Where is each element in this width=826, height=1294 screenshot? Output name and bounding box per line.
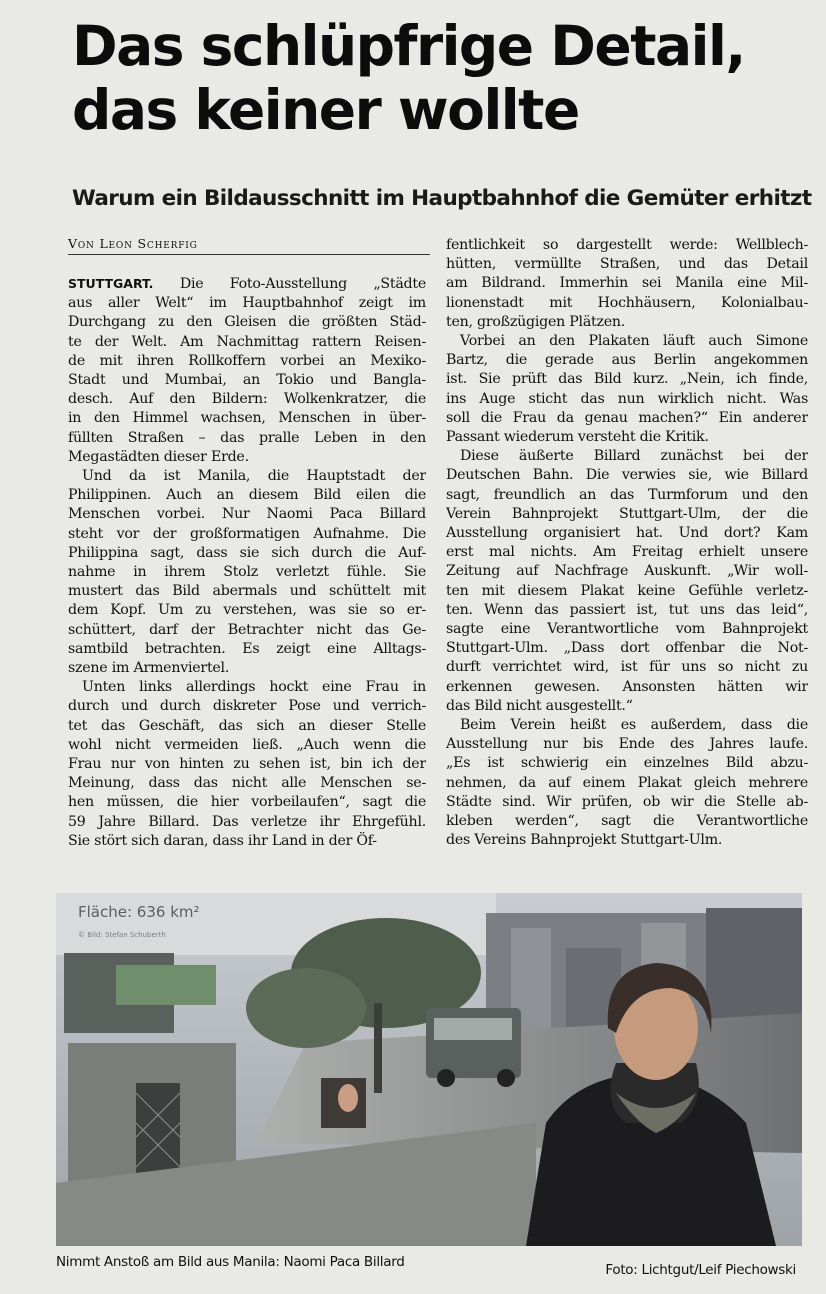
- text-line: schüttert, darf der Betrachter nicht das Ge-: [68, 621, 426, 638]
- text-line: de mit ihren Rollkoffern vorbei an Mexiko-: [68, 352, 426, 369]
- text-line: „Es ist schwierig ein einzelnes Bild abzu-: [446, 755, 808, 772]
- text-line: Meinung, dass das nicht alle Menschen se-: [68, 775, 426, 792]
- text-line: Durchgang zu den Gleisen die größten Städ-: [68, 314, 426, 331]
- text-line: ten mit diesem Plakat keine Gefühle verletz-: [446, 582, 808, 599]
- text-line: Diese äußerte Billard zunächst bei der: [460, 448, 808, 465]
- subheadline: Warum ein Bildausschnitt im Hauptbahnhof die Gemüter erhitzt: [72, 186, 812, 211]
- text-line: ist. Sie prüft das Bild kurz. „Nein, ich finde,: [446, 371, 808, 388]
- paragraph: [68, 467, 426, 678]
- text-line: Und da ist Manila, die Hauptstadt der: [82, 468, 426, 485]
- text-line: Bartz, die gerade aus Berlin angekommen: [446, 352, 808, 369]
- text-line: erst mal nichts. Am Freitag erhielt unsere: [446, 544, 808, 561]
- text-line: Vorbei an den Plakaten läuft auch Simone: [460, 333, 808, 350]
- text-line: kleben werden“, sagt die Verantwortliche: [446, 813, 808, 830]
- text-line: Deutschen Bahn. Die verwies sie, wie Billard: [446, 467, 808, 484]
- text-line: soll die Frau da genau machen?“ Ein anderer: [446, 409, 808, 426]
- text-line: wohl nicht vermeiden ließ. „Auch wenn die: [68, 736, 426, 753]
- text-line: Frau nur von hinten zu sehen ist, bin ich der: [68, 756, 426, 773]
- paragraph: [68, 274, 426, 467]
- text-line: dem Kopf. Um zu verstehen, was sie so er-: [68, 602, 426, 619]
- text-line: durch und durch diskreter Pose und verrich-: [68, 698, 426, 715]
- text-line: ten, großzügigen Plätzen.: [446, 313, 626, 330]
- byline: Von Leon Scherfig: [68, 236, 198, 251]
- headline-line: Das schlüpfrige Detail,: [72, 14, 745, 78]
- text-line: szene im Armenviertel.: [68, 660, 230, 677]
- poster-jeepney-wheel: [497, 1069, 515, 1087]
- article-photo: [56, 893, 802, 1246]
- text-line: das Bild nicht ausgestellt.“: [446, 697, 633, 714]
- headline-line: das keiner wollte: [72, 78, 579, 142]
- text-line: erkennen gewesen. Ansonsten hätten wir: [446, 678, 808, 695]
- dateline: STUTTGART.: [68, 276, 154, 291]
- text-line: Passant wiederum versteht die Kritik.: [446, 429, 709, 446]
- text-line: Sie stört sich daran, dass ihr Land in der Öf-: [68, 832, 377, 849]
- poster-area-label: Fläche: 636 km²: [78, 903, 200, 921]
- text-line: Menschen vorbei. Nur Naomi Paca Billard: [68, 506, 426, 523]
- photo-credit: Foto: Lichtgut/Leif Piechowski: [605, 1262, 796, 1278]
- text-line: tet das Geschäft, das sich an dieser Stelle: [68, 717, 426, 734]
- byline-rule: [68, 254, 430, 255]
- poster-figure: [338, 1084, 358, 1112]
- text-line: Philippinen. Auch an diesem Bild eilen die: [68, 487, 426, 504]
- text-line: sagt, freundlich an das Turmforum und den: [446, 486, 808, 503]
- poster-tree-trunk: [374, 1003, 382, 1093]
- article-column-1: [68, 274, 426, 851]
- text-line: te der Welt. Am Nachmittag rattern Reisen-: [68, 333, 426, 350]
- text-line: ins Auge sticht das nun wirklich nicht. Was: [446, 390, 808, 407]
- poster-grille: [136, 1083, 180, 1173]
- text-line: Philippina sagt, dass sie sich durch die Auf-: [68, 544, 426, 561]
- text-line: Unten links allerdings hockt eine Frau in: [82, 679, 426, 696]
- text-line: Megastädten dieser Erde.: [68, 448, 249, 465]
- text-line: in den Himmel wachsen, Menschen in über-: [68, 410, 426, 427]
- text-line: mustert das Bild abermals und schüttelt mit: [68, 583, 426, 600]
- poster-photo-credit: © Bild: Stefan Schuberth: [78, 931, 166, 939]
- paragraph: [68, 678, 426, 851]
- text-line-rest: Die Foto-Ausstellung „Städte: [153, 276, 426, 292]
- text-line: Städte sind. Wir prüfen, ob wir die Stelle ab-: [446, 793, 808, 810]
- text-line: desch. Auf den Bildern: Wolkenkratzer, die: [68, 391, 426, 408]
- text-line: 59 Jahre Billard. Das verletze ihr Ehrgefühl.: [68, 813, 426, 830]
- text-line: nehmen, da auf einem Plakat gleich mehrere: [446, 774, 808, 791]
- text-line: Stuttgart-Ulm. „Dass dort offenbar die Not-: [446, 640, 808, 657]
- text-line: Verein Bahnprojekt Stuttgart-Ulm, der die: [446, 505, 808, 522]
- text-line: fentlichkeit so dargestellt werde: Wellblech-: [446, 237, 808, 253]
- text-line: des Vereins Bahnprojekt Stuttgart-Ulm.: [446, 832, 723, 849]
- text-line: Beim Verein heißt es außerdem, dass die: [460, 717, 808, 734]
- poster-jeepney-window: [434, 1018, 512, 1040]
- poster-jeepney-wheel: [437, 1069, 455, 1087]
- text-line: Stadt und Mumbai, an Tokio und Bangla-: [68, 372, 426, 389]
- article-column-2: [446, 236, 808, 851]
- text-line: Zeitung auf Nachfrage Auskunft. „Wir woll-: [446, 563, 808, 580]
- photo-caption: Nimmt Anstoß am Bild aus Manila: Naomi Paca Billard: [56, 1254, 405, 1270]
- text-line: sagte eine Verantwortliche vom Bahnprojekt: [446, 621, 808, 638]
- text-line: ten. Wenn das passiert ist, tut uns das leid“,: [446, 601, 808, 618]
- text-line: steht vor der großformatigen Aufnahme. Die: [68, 525, 426, 542]
- text-line: hütten, vermüllte Straßen, und das Detail: [446, 256, 808, 273]
- text-line: durft verrichtet wird, ist für uns so nicht zu: [446, 659, 808, 676]
- poster-tree: [246, 968, 366, 1048]
- paragraph: [446, 332, 808, 447]
- paragraph: [446, 716, 808, 850]
- text-line: [68, 274, 426, 294]
- text-line: aus aller Welt“ im Hauptbahnhof zeigt im: [68, 295, 426, 312]
- headline: [72, 14, 812, 142]
- text-line: nahme in ihrem Stolz verletzt fühle. Sie: [68, 564, 426, 581]
- paragraph: [446, 447, 808, 716]
- poster-shanty-roof: [116, 965, 216, 1005]
- text-line: hen müssen, die hier vorbeilaufen“, sagt die: [68, 794, 426, 811]
- paragraph: [446, 236, 808, 332]
- text-line: Ausstellung nur bis Ende des Jahres laufe.: [446, 736, 808, 753]
- text-line: am Bildrand. Immerhin sei Manila eine Mil-: [446, 275, 808, 292]
- text-line: samtbild betrachten. Es zeigt eine Alltags-: [68, 640, 426, 657]
- text-line: füllten Straßen – das pralle Leben in den: [68, 429, 426, 446]
- text-line: Ausstellung organisiert hat. Und dort? Kam: [446, 525, 808, 542]
- text-line: lionenstadt mit Hochhäusern, Kolonialbau-: [446, 294, 808, 311]
